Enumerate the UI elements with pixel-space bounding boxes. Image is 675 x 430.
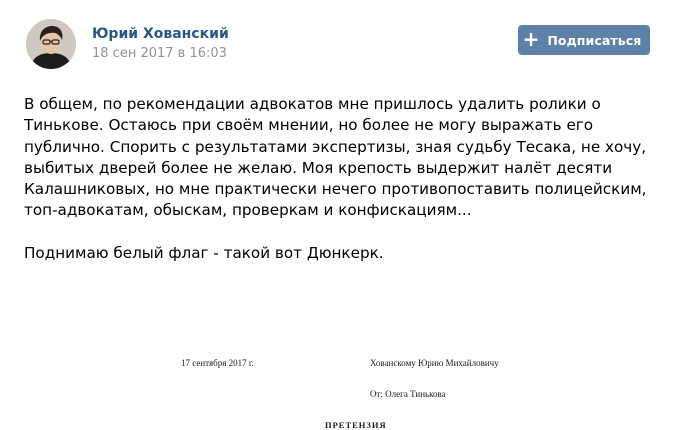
plus-icon: +: [522, 27, 540, 51]
document-title: ПРЕТЕНЗИЯ: [325, 420, 387, 430]
post-paragraph: В общем, по рекомендации адвокатов мне пришлось удалить ролики о Тинькове. Остаюсь при своём мнении, но более не могу выражать его публично. Спорить с результатами экспертизы, зная судьбу Тесака, не хочу, выбитых дверей более не желаю. Моя крепость выдержит налёт десяти Калашниковых, но мне практически нечего противопоставить полицейским, топ-адвокатам, обыскам, проверкам и конфискациям...: [24, 95, 647, 220]
document-image-preview[interactable]: [0, 340, 675, 430]
subscribe-label: Подписаться: [547, 32, 642, 48]
post-date[interactable]: 18 сен 2017 в 16:03: [92, 46, 227, 61]
post-header: [0, 0, 675, 80]
document-date: 17 сентября 2017 г.: [181, 358, 254, 368]
avatar[interactable]: [26, 19, 76, 69]
avatar-photo-icon: [26, 19, 76, 69]
post-paragraph: Поднимаю белый флаг - такой вот Дюнкерк.: [24, 244, 384, 263]
subscribe-button[interactable]: [518, 25, 650, 55]
author-name-link[interactable]: Юрий Хованский: [92, 26, 229, 42]
post-text: [24, 94, 664, 264]
document-recipient: Хованскому Юрию Михайловичу: [370, 358, 499, 368]
document-sender: От: Олега Тинькова: [370, 389, 446, 399]
